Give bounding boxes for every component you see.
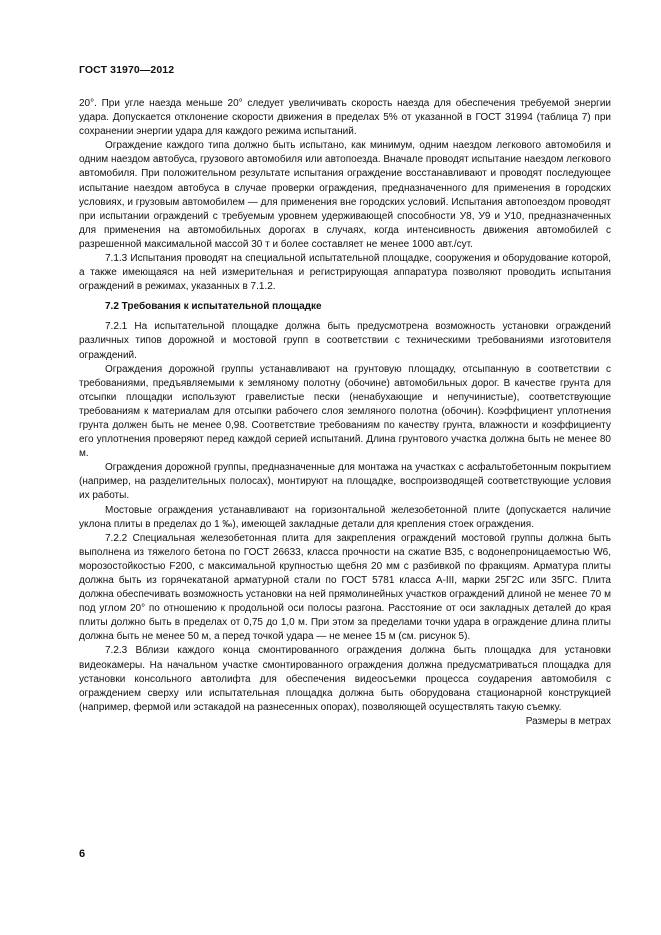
section-heading: 7.2 Требования к испытательной площадке <box>105 301 322 313</box>
paragraph: Ограждение каждого типа должно быть испытано, как минимум, одним наездом легкового автомобиля и одним наездом автобуса, грузового автомобиля или автопоезда. Вначале проводят испытание наездом легкового автомобиля. При положительном результате испытания ограждение восстанавливают и проводят последующее испытание наездом автобуса в случае проверки ограждения, предназначенного для применения в городских условиях, и грузовым автомобилем — для применения вне городских условий. Испытания автопоездом проводят при испытании ограждений с требуемым уровнем удерживающей способности У8, У9 и У10, предназначенных для применения на автомобильных дорогах в случаях, когда интенсивность движения автомобилей с разрешенной максимальной массой 30 т и более составляет не менее 1000 авт./сут. <box>79 140 611 250</box>
paragraph: 7.1.3 Испытания проводят на специальной испытательной площадке, сооружения и оборудование которой, а также имеющаяся на ней измерительная и регистрирующая аппаратура позволяют проводить испытания ограждений в режимах, указанных в 7.1.2. <box>79 253 611 293</box>
page-number: 6 <box>79 848 86 860</box>
paragraph: Мостовые ограждения устанавливают на горизонтальной железобетонной плите (допускается наличие уклона плиты в пределах до 1 ‰), имеющей закладные детали для крепления стоек ограждения. <box>79 504 611 530</box>
paragraph: Ограждения дорожной группы устанавливают на грунтовую площадку, отсыпанную в соответствии с требованиями, предъявляемыми к земляному полотну (обочине) автомобильных дорог. В качестве грунта для отсыпки площадки используют гравелистые пески (ненабухающие и непучинистые), соответствующие требованиям к материалам для отсыпки рабочего слоя земляного полотна (обочин). Коэффициент уплотнения грунта должен быть не менее 0,98. Соответствие требованиям по качеству грунта, влажности и коэффициенту его уплотнения проверяют перед каждой серией испытаний. Длина грунтового участка должна быть не менее 80 м. <box>79 363 611 460</box>
document-header: ГОСТ 31970—2012 <box>79 64 175 76</box>
paragraph: 7.2.3 Вблизи каждого конца смонтированного ограждения должна быть площадка для установки видеокамеры. На начальном участке смонтированного ограждения должна предусматриваться площадка для установки консольного автолифта для обеспечения видеосъемки процесса соударения автомобиля с ограждением сверху или испытательная площадка должна быть оборудована стационарной конструкцией (например, фермой или эстакадой на разнесенных опорах), позволяющей осуществлять такую съемку. <box>79 645 611 713</box>
paragraph: 7.2.2 Специальная железобетонная плита для закрепления ограждений мостовой группы должна быть выполнена из тяжелого бетона по ГОСТ 26633, класса прочности на сжатие В35, с водонепроницаемостью W6, морозостойкостью F200, с максимальной крупностью щебня 20 мм с разбивкой по фракциям. Арматура плиты должна быть из горячекатаной арматурной стали по ГОСТ 5781 класса А-III, марки 25Г2С или 35ГС. Плита должна обеспечивать возможность установки на ней прямолинейных участков ограждений длиной не менее 70 м под углом 20° по отношению к продольной оси полосы разгона. Расстояние от оси закладных деталей до края плиты должно быть в пределах от 0,75 до 1,0 м. При этом за пределами точки удара в ограждение длина плиты должна быть не менее 50 м, а перед точкой удара — не менее 15 м (см. рисунок 5). <box>79 532 611 643</box>
document-body <box>79 97 611 729</box>
dimensions-note: Размеры в метрах <box>525 715 611 727</box>
paragraph: 20°. При угле наезда меньше 20° следует увеличивать скорость наезда для обеспечения требуемой энергии удара. Допускается отклонение скорости движения в пределах 5% от указанной в ГОСТ 31994 (таблица 7) при сохранении энергии удара для каждого режима испытаний. <box>79 98 611 138</box>
paragraph: Ограждения дорожной группы, предназначенные для монтажа на участках с асфальтобетонным покрытием (например, на разделительных полосах), монтируют на площадке, воспроизводящей соответствующие условия их работы. <box>79 462 611 502</box>
paragraph: 7.2.1 На испытательной площадке должна быть предусмотрена возможность установки ограждений различных типов дорожной и мостовой групп в соответствии с техническими требованиями изготовителя ограждений. <box>79 321 611 361</box>
